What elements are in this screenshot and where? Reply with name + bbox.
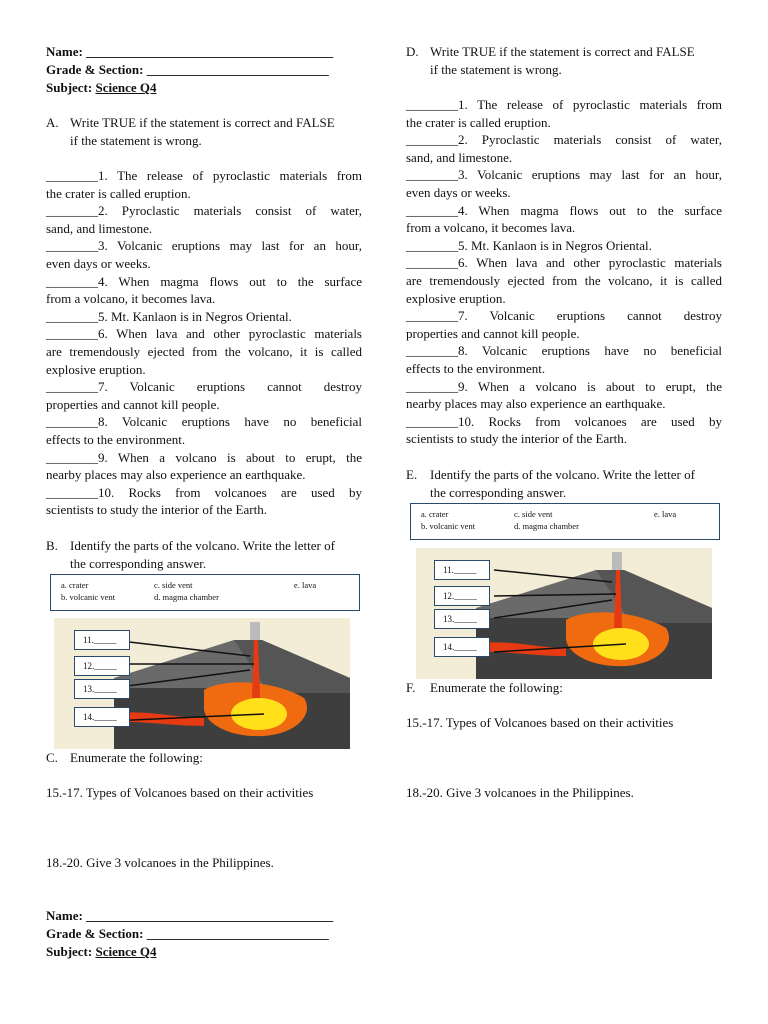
statement-line: ________6. When lava and other pyroclastic materials bbox=[46, 326, 362, 342]
statement-line: explosive eruption. bbox=[46, 361, 146, 377]
choice-d: d. magma chamber bbox=[154, 592, 219, 602]
choice-d: d. magma chamber bbox=[514, 521, 579, 531]
statement-line: explosive eruption. bbox=[406, 290, 506, 306]
statement-line: ________2. Pyroclastic materials consist of water, bbox=[46, 203, 362, 219]
diagram-label-12: 12._____ bbox=[74, 656, 130, 676]
choice-e: e. lava bbox=[294, 580, 317, 590]
statement-line: nearby places may also experience an earthquake. bbox=[406, 396, 666, 412]
question-15-17: 15.-17. Types of Volcanoes based on their activities bbox=[46, 785, 314, 800]
diagram-label-13: 13._____ bbox=[434, 609, 490, 629]
choices-box-2 bbox=[410, 503, 720, 540]
section-c-heading: C. Enumerate the following: bbox=[46, 750, 203, 765]
diagram-label-13: 13._____ bbox=[74, 679, 130, 699]
statement-line: properties and cannot kill people. bbox=[46, 396, 220, 412]
statement-line: properties and cannot kill people. bbox=[406, 325, 580, 341]
statement-line: are tremendously ejected from the volcano, it is called bbox=[46, 344, 362, 359]
statement-line: ________10. Rocks from volcanoes are used by bbox=[46, 484, 362, 500]
volcano-diagram-2 bbox=[416, 548, 712, 679]
choice-b: b. volcanic vent bbox=[421, 521, 476, 531]
diagram-label-11: 11._____ bbox=[74, 630, 130, 650]
statement-line: ________2. Pyroclastic materials consist of water, bbox=[406, 132, 722, 148]
question-18-20: 18.-20. Give 3 volcanoes in the Philippines. bbox=[46, 855, 274, 870]
section-a-heading: A. Write TRUE if the statement is correct and FALSE bbox=[46, 115, 335, 130]
statement-line: ________3. Volcanic eruptions may last for an hour, bbox=[406, 167, 722, 183]
statement-line: ________10. Rocks from volcanoes are used by bbox=[406, 413, 722, 429]
statement-line: effects to the environment. bbox=[46, 432, 186, 447]
section-a-heading-cont: if the statement is wrong. bbox=[70, 133, 202, 148]
statement-line: ________5. Mt. Kanlaon is in Negros Oriental. bbox=[406, 237, 652, 253]
statement-line: scientists to study the interior of the Earth. bbox=[406, 431, 627, 447]
choices-box bbox=[50, 574, 360, 611]
statement-line: scientists to study the interior of the Earth. bbox=[46, 502, 267, 518]
name-line-2: Name: ______________________________________ bbox=[46, 908, 334, 923]
subject-line: Subject: Science Q4 bbox=[46, 80, 157, 95]
statement-line: are tremendously ejected from the volcano, it is called bbox=[406, 273, 722, 288]
volcano-diagram bbox=[54, 618, 350, 749]
choice-e: e. lava bbox=[654, 509, 677, 519]
statement-line: ________9. When a volcano is about to erupt, the bbox=[406, 378, 722, 394]
choice-c: c. side vent bbox=[514, 509, 553, 519]
question-15-17: 15.-17. Types of Volcanoes based on their activities bbox=[406, 715, 674, 730]
statement-line: sand, and limestone. bbox=[406, 149, 513, 165]
statement-line: ________1. The release of pyroclastic materials from bbox=[406, 97, 722, 112]
section-d-heading-cont: if the statement is wrong. bbox=[430, 62, 562, 77]
statement-line: ________8. Volcanic eruptions have no beneficial bbox=[406, 343, 722, 359]
choice-a: a. crater bbox=[421, 509, 449, 519]
statement-line: ________9. When a volcano is about to erupt, the bbox=[46, 449, 362, 465]
section-e-heading: E. Identify the parts of the volcano. Write the letter of bbox=[406, 467, 695, 482]
statement-line: ________7. Volcanic eruptions cannot destroy bbox=[406, 308, 722, 324]
statement-line: from a volcano, it becomes lava. bbox=[406, 220, 576, 236]
statement-line: from a volcano, it becomes lava. bbox=[46, 291, 216, 307]
statement-line: ________6. When lava and other pyroclastic materials bbox=[406, 255, 722, 271]
section-b-heading-cont: the corresponding answer. bbox=[70, 556, 207, 571]
statement-line: ________7. Volcanic eruptions cannot destroy bbox=[46, 379, 362, 395]
section-b-heading: B. Identify the parts of the volcano. Write the letter of bbox=[46, 538, 335, 553]
statement-line: the crater is called eruption. bbox=[406, 114, 551, 130]
section-f-heading: F. Enumerate the following: bbox=[406, 680, 563, 695]
statement-line: the crater is called eruption. bbox=[46, 185, 191, 201]
diagram-label-14: 14._____ bbox=[74, 707, 130, 727]
statement-line: ________4. When magma flows out to the surface bbox=[46, 273, 362, 289]
statement-line: ________4. When magma flows out to the surface bbox=[406, 202, 722, 218]
choice-a: a. crater bbox=[61, 580, 89, 590]
name-line: Name: ______________________________________ bbox=[46, 44, 334, 59]
statement-line: ________1. The release of pyroclastic materials from bbox=[46, 168, 362, 183]
section-d-heading: D. Write TRUE if the statement is correct and FALSE bbox=[406, 44, 695, 59]
question-18-20: 18.-20. Give 3 volcanoes in the Philippines. bbox=[406, 785, 634, 800]
grade-section-line: Grade & Section: ____________________________ bbox=[46, 62, 329, 77]
statement-line: nearby places may also experience an earthquake. bbox=[46, 467, 306, 483]
statement-line: even days or weeks. bbox=[46, 256, 151, 271]
grade-section-line-2: Grade & Section: ____________________________ bbox=[46, 926, 329, 941]
subject-line-2: Subject: Science Q4 bbox=[46, 944, 157, 959]
statement-line: sand, and limestone. bbox=[46, 220, 153, 236]
statement-line: ________8. Volcanic eruptions have no beneficial bbox=[46, 414, 362, 430]
statement-line: ________3. Volcanic eruptions may last for an hour, bbox=[46, 238, 362, 254]
diagram-label-12: 12._____ bbox=[434, 586, 490, 606]
statement-line: ________5. Mt. Kanlaon is in Negros Oriental. bbox=[46, 308, 292, 324]
choice-c: c. side vent bbox=[154, 580, 193, 590]
choice-b: b. volcanic vent bbox=[61, 592, 116, 602]
diagram-label-14: 14._____ bbox=[434, 637, 490, 657]
section-e-heading-cont: the corresponding answer. bbox=[430, 485, 567, 500]
diagram-label-11: 11._____ bbox=[434, 560, 490, 580]
statement-line: effects to the environment. bbox=[406, 361, 546, 376]
statement-line: even days or weeks. bbox=[406, 185, 511, 200]
